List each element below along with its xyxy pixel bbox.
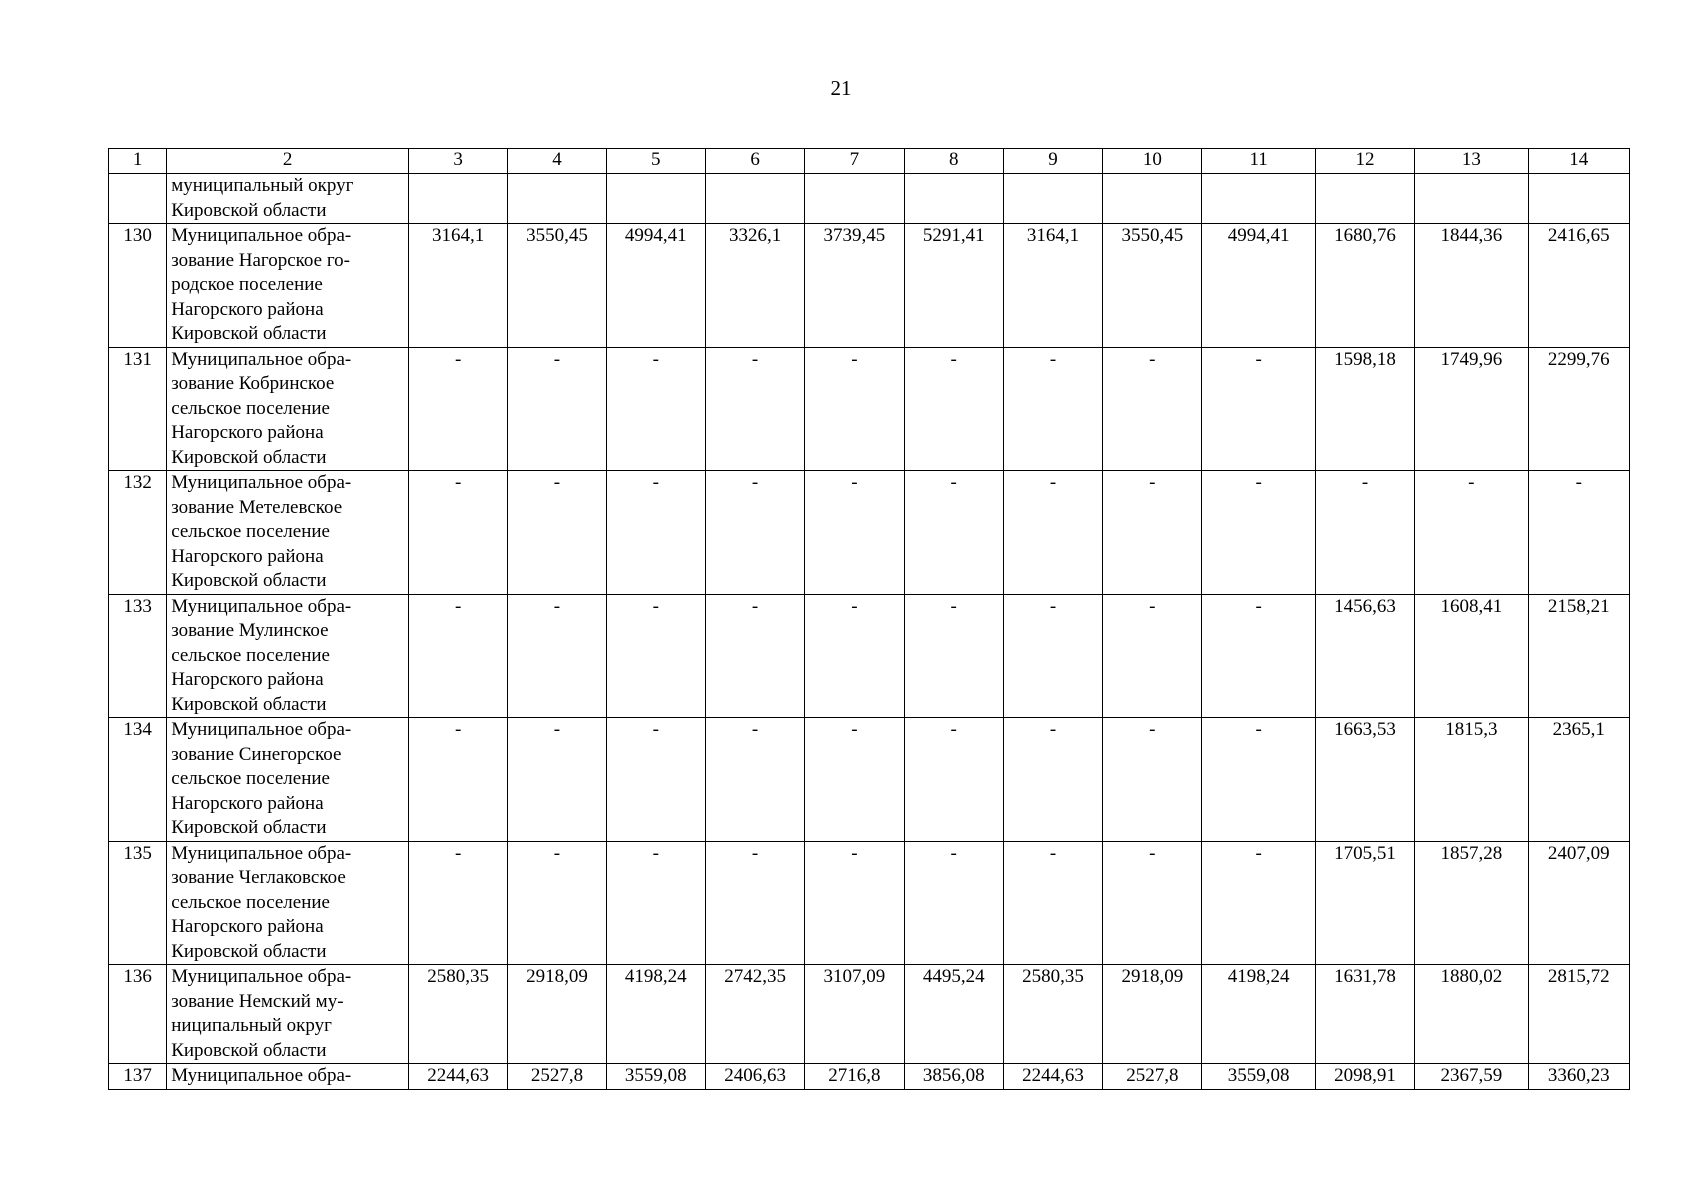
value-cell-col-14: 3360,23 bbox=[1528, 1064, 1630, 1090]
value-cell-col-8: 5291,41 bbox=[904, 224, 1003, 348]
value-cell-col-14: 2299,76 bbox=[1528, 347, 1630, 471]
column-number-5: 5 bbox=[606, 149, 705, 174]
value-cell-col-9: 2580,35 bbox=[1003, 965, 1102, 1064]
value-cell-col-3: - bbox=[408, 347, 507, 471]
value-cell-col-13: - bbox=[1415, 471, 1528, 595]
value-cell-col-12: 1456,63 bbox=[1315, 594, 1414, 718]
value-cell-col-7: - bbox=[805, 594, 904, 718]
value-cell-col-3 bbox=[408, 174, 507, 224]
page-number: 21 bbox=[830, 76, 852, 100]
value-cell-col-14: 2365,1 bbox=[1528, 718, 1630, 842]
value-cell-col-6: - bbox=[705, 841, 804, 965]
value-cell-col-10 bbox=[1103, 174, 1202, 224]
municipality-name: Муниципальное обра- bbox=[167, 1064, 409, 1090]
value-cell-col-10: - bbox=[1103, 594, 1202, 718]
value-cell-col-9: 3164,1 bbox=[1003, 224, 1102, 348]
value-cell-col-7: 3107,09 bbox=[805, 965, 904, 1064]
value-cell-col-12: 1598,18 bbox=[1315, 347, 1414, 471]
value-cell-col-4: - bbox=[508, 347, 606, 471]
value-cell-col-4: - bbox=[508, 841, 606, 965]
value-cell-col-5: 3559,08 bbox=[606, 1064, 705, 1090]
value-cell-col-8: - bbox=[904, 841, 1003, 965]
table-row bbox=[109, 841, 1630, 965]
value-cell-col-3: - bbox=[408, 841, 507, 965]
column-number-10: 10 bbox=[1103, 149, 1202, 174]
row-number: 137 bbox=[109, 1064, 167, 1090]
value-cell-col-14: 2407,09 bbox=[1528, 841, 1630, 965]
value-cell-col-14: 2158,21 bbox=[1528, 594, 1630, 718]
table-row bbox=[109, 718, 1630, 842]
column-number-8: 8 bbox=[904, 149, 1003, 174]
value-cell-col-8: 3856,08 bbox=[904, 1064, 1003, 1090]
value-cell-col-7: 3739,45 bbox=[805, 224, 904, 348]
column-number-row bbox=[109, 149, 1630, 174]
value-cell-col-9: - bbox=[1003, 471, 1102, 595]
value-cell-col-10: 3550,45 bbox=[1103, 224, 1202, 348]
value-cell-col-11: - bbox=[1202, 347, 1315, 471]
value-cell-col-11: - bbox=[1202, 471, 1315, 595]
value-cell-col-13: 1749,96 bbox=[1415, 347, 1528, 471]
value-cell-col-13: 1815,3 bbox=[1415, 718, 1528, 842]
table-row bbox=[109, 224, 1630, 348]
municipality-name: Муниципальное обра- зование Метелевское сельское поселение Нагорского района Кировской области bbox=[167, 471, 409, 595]
value-cell-col-9: - bbox=[1003, 594, 1102, 718]
table-row bbox=[109, 347, 1630, 471]
row-number: 132 bbox=[109, 471, 167, 595]
table-row bbox=[109, 965, 1630, 1064]
column-number-11: 11 bbox=[1202, 149, 1315, 174]
value-cell-col-3: - bbox=[408, 471, 507, 595]
value-cell-col-9: - bbox=[1003, 841, 1102, 965]
table-body bbox=[109, 149, 1630, 1090]
value-cell-col-12: - bbox=[1315, 471, 1414, 595]
value-cell-col-5 bbox=[606, 174, 705, 224]
value-cell-col-8 bbox=[904, 174, 1003, 224]
row-number bbox=[109, 174, 167, 224]
municipality-name: Муниципальное обра- зование Кобринское сельское поселение Нагорского района Кировской области bbox=[167, 347, 409, 471]
value-cell-col-13: 1844,36 bbox=[1415, 224, 1528, 348]
column-number-12: 12 bbox=[1315, 149, 1414, 174]
value-cell-col-8: 4495,24 bbox=[904, 965, 1003, 1064]
column-number-3: 3 bbox=[408, 149, 507, 174]
column-number-9: 9 bbox=[1003, 149, 1102, 174]
value-cell-col-13: 2367,59 bbox=[1415, 1064, 1528, 1090]
value-cell-col-7: 2716,8 bbox=[805, 1064, 904, 1090]
column-number-6: 6 bbox=[705, 149, 804, 174]
value-cell-col-7: - bbox=[805, 471, 904, 595]
value-cell-col-3: 3164,1 bbox=[408, 224, 507, 348]
value-cell-col-10: 2918,09 bbox=[1103, 965, 1202, 1064]
value-cell-col-14: - bbox=[1528, 471, 1630, 595]
municipality-name: Муниципальное обра- зование Нагорское го- родское поселение Нагорского района Кировской области bbox=[167, 224, 409, 348]
value-cell-col-12: 1680,76 bbox=[1315, 224, 1414, 348]
value-cell-col-4: 2527,8 bbox=[508, 1064, 606, 1090]
column-number-2: 2 bbox=[167, 149, 409, 174]
value-cell-col-4: - bbox=[508, 594, 606, 718]
value-cell-col-13: 1608,41 bbox=[1415, 594, 1528, 718]
municipality-name: Муниципальное обра- зование Синегорское сельское поселение Нагорского района Кировской области bbox=[167, 718, 409, 842]
value-cell-col-5: 4994,41 bbox=[606, 224, 705, 348]
value-cell-col-7 bbox=[805, 174, 904, 224]
value-cell-col-8: - bbox=[904, 594, 1003, 718]
value-cell-col-13 bbox=[1415, 174, 1528, 224]
column-number-1: 1 bbox=[109, 149, 167, 174]
value-cell-col-6: - bbox=[705, 471, 804, 595]
value-cell-col-11: - bbox=[1202, 841, 1315, 965]
column-number-13: 13 bbox=[1415, 149, 1528, 174]
value-cell-col-5: - bbox=[606, 347, 705, 471]
row-number: 133 bbox=[109, 594, 167, 718]
value-cell-col-5: - bbox=[606, 841, 705, 965]
value-cell-col-6: 3326,1 bbox=[705, 224, 804, 348]
value-cell-col-11 bbox=[1202, 174, 1315, 224]
value-cell-col-4: 3550,45 bbox=[508, 224, 606, 348]
value-cell-col-4: - bbox=[508, 471, 606, 595]
data-table bbox=[108, 148, 1630, 1090]
value-cell-col-6: - bbox=[705, 347, 804, 471]
value-cell-col-6: - bbox=[705, 718, 804, 842]
value-cell-col-4 bbox=[508, 174, 606, 224]
value-cell-col-11: 3559,08 bbox=[1202, 1064, 1315, 1090]
value-cell-col-13: 1857,28 bbox=[1415, 841, 1528, 965]
value-cell-col-3: 2580,35 bbox=[408, 965, 507, 1064]
value-cell-col-5: 4198,24 bbox=[606, 965, 705, 1064]
value-cell-col-10: 2527,8 bbox=[1103, 1064, 1202, 1090]
municipality-name: муниципальный округ Кировской области bbox=[167, 174, 409, 224]
row-number: 134 bbox=[109, 718, 167, 842]
table-row bbox=[109, 594, 1630, 718]
column-number-14: 14 bbox=[1528, 149, 1630, 174]
value-cell-col-6: 2742,35 bbox=[705, 965, 804, 1064]
value-cell-col-4: - bbox=[508, 718, 606, 842]
value-cell-col-8: - bbox=[904, 471, 1003, 595]
row-number: 130 bbox=[109, 224, 167, 348]
row-number: 131 bbox=[109, 347, 167, 471]
value-cell-col-9: - bbox=[1003, 347, 1102, 471]
value-cell-col-5: - bbox=[606, 594, 705, 718]
value-cell-col-12: 1631,78 bbox=[1315, 965, 1414, 1064]
column-number-7: 7 bbox=[805, 149, 904, 174]
table-row bbox=[109, 174, 1630, 224]
municipality-name: Муниципальное обра- зование Немский му- ниципальный округ Кировской области bbox=[167, 965, 409, 1064]
value-cell-col-4: 2918,09 bbox=[508, 965, 606, 1064]
value-cell-col-12 bbox=[1315, 174, 1414, 224]
value-cell-col-11: - bbox=[1202, 594, 1315, 718]
value-cell-col-11: 4994,41 bbox=[1202, 224, 1315, 348]
value-cell-col-3: 2244,63 bbox=[408, 1064, 507, 1090]
value-cell-col-12: 2098,91 bbox=[1315, 1064, 1414, 1090]
value-cell-col-11: 4198,24 bbox=[1202, 965, 1315, 1064]
municipality-name: Муниципальное обра- зование Мулинское сельское поселение Нагорского района Кировской области bbox=[167, 594, 409, 718]
value-cell-col-9: 2244,63 bbox=[1003, 1064, 1102, 1090]
value-cell-col-7: - bbox=[805, 718, 904, 842]
table-row bbox=[109, 471, 1630, 595]
value-cell-col-6: - bbox=[705, 594, 804, 718]
value-cell-col-6: 2406,63 bbox=[705, 1064, 804, 1090]
table-row bbox=[109, 1064, 1630, 1090]
municipality-name: Муниципальное обра- зование Чеглаковское сельское поселение Нагорского района Кировской области bbox=[167, 841, 409, 965]
value-cell-col-3: - bbox=[408, 594, 507, 718]
value-cell-col-11: - bbox=[1202, 718, 1315, 842]
column-number-4: 4 bbox=[508, 149, 606, 174]
value-cell-col-5: - bbox=[606, 718, 705, 842]
value-cell-col-5: - bbox=[606, 471, 705, 595]
value-cell-col-8: - bbox=[904, 718, 1003, 842]
row-number: 135 bbox=[109, 841, 167, 965]
value-cell-col-12: 1705,51 bbox=[1315, 841, 1414, 965]
value-cell-col-3: - bbox=[408, 718, 507, 842]
value-cell-col-14: 2416,65 bbox=[1528, 224, 1630, 348]
value-cell-col-10: - bbox=[1103, 471, 1202, 595]
value-cell-col-10: - bbox=[1103, 347, 1202, 471]
row-number: 136 bbox=[109, 965, 167, 1064]
value-cell-col-12: 1663,53 bbox=[1315, 718, 1414, 842]
value-cell-col-14 bbox=[1528, 174, 1630, 224]
value-cell-col-13: 1880,02 bbox=[1415, 965, 1528, 1064]
value-cell-col-10: - bbox=[1103, 718, 1202, 842]
value-cell-col-10: - bbox=[1103, 841, 1202, 965]
value-cell-col-7: - bbox=[805, 347, 904, 471]
value-cell-col-8: - bbox=[904, 347, 1003, 471]
value-cell-col-6 bbox=[705, 174, 804, 224]
value-cell-col-9 bbox=[1003, 174, 1102, 224]
value-cell-col-7: - bbox=[805, 841, 904, 965]
value-cell-col-14: 2815,72 bbox=[1528, 965, 1630, 1064]
value-cell-col-9: - bbox=[1003, 718, 1102, 842]
